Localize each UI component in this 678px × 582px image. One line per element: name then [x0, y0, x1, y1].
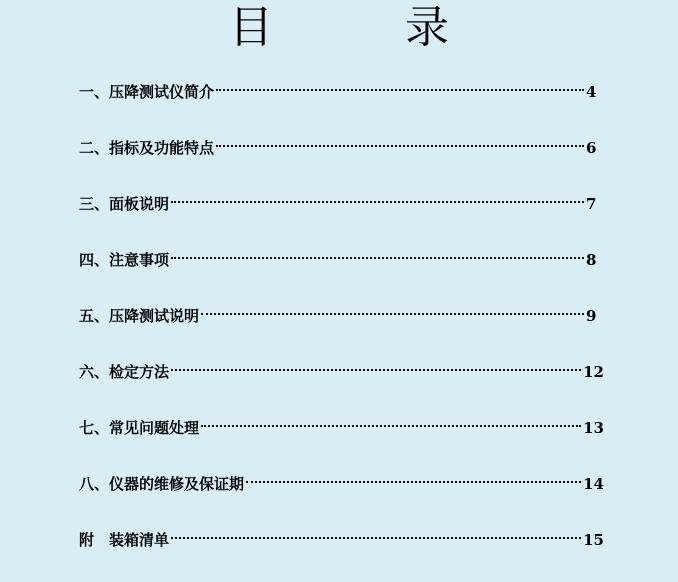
- toc-entry[interactable]: [79, 134, 604, 190]
- toc-entry[interactable]: [79, 470, 604, 526]
- toc-entry-page: 4: [586, 83, 597, 101]
- toc-entry-page: 6: [586, 139, 597, 157]
- toc-entry[interactable]: [79, 246, 604, 302]
- toc-entry[interactable]: [79, 78, 604, 134]
- toc-entry[interactable]: [79, 302, 604, 358]
- toc-entry-page: 14: [583, 475, 604, 493]
- dot-leader: [171, 257, 584, 259]
- toc-entry-label: 二、指标及功能特点: [79, 139, 215, 157]
- dot-leader: [216, 89, 584, 91]
- toc-entry-label: 五、压降测试说明: [79, 307, 200, 325]
- toc-entry-label: 四、注意事项: [79, 251, 170, 269]
- toc-entry-label: 七、常见问题处理: [79, 419, 200, 437]
- dot-leader: [216, 145, 584, 147]
- dot-leader: [201, 313, 584, 315]
- table-of-contents: [79, 78, 604, 582]
- toc-entry[interactable]: [79, 526, 604, 582]
- dot-leader: [171, 537, 581, 539]
- toc-entry-label: 六、检定方法: [79, 363, 170, 381]
- dot-leader: [171, 201, 584, 203]
- toc-entry-page: 8: [586, 251, 597, 269]
- toc-entry-label: 附 装箱清单: [79, 531, 170, 549]
- toc-entry-page: 13: [583, 419, 604, 437]
- toc-entry-page: 9: [586, 307, 597, 325]
- toc-entry[interactable]: [79, 358, 604, 414]
- toc-entry-label: 三、面板说明: [79, 195, 170, 213]
- page-title: 目 录: [229, 2, 493, 53]
- dot-leader: [246, 481, 581, 483]
- toc-entry-label: 一、压降测试仪简介: [79, 83, 215, 101]
- toc-entry-label: 八、仪器的维修及保证期: [79, 475, 245, 493]
- toc-entry-page: 7: [586, 195, 597, 213]
- toc-entry-page: 12: [583, 363, 604, 381]
- toc-entry[interactable]: [79, 414, 604, 470]
- toc-entry-page: 15: [583, 531, 604, 549]
- dot-leader: [171, 369, 581, 371]
- dot-leader: [201, 425, 581, 427]
- toc-entry[interactable]: [79, 190, 604, 246]
